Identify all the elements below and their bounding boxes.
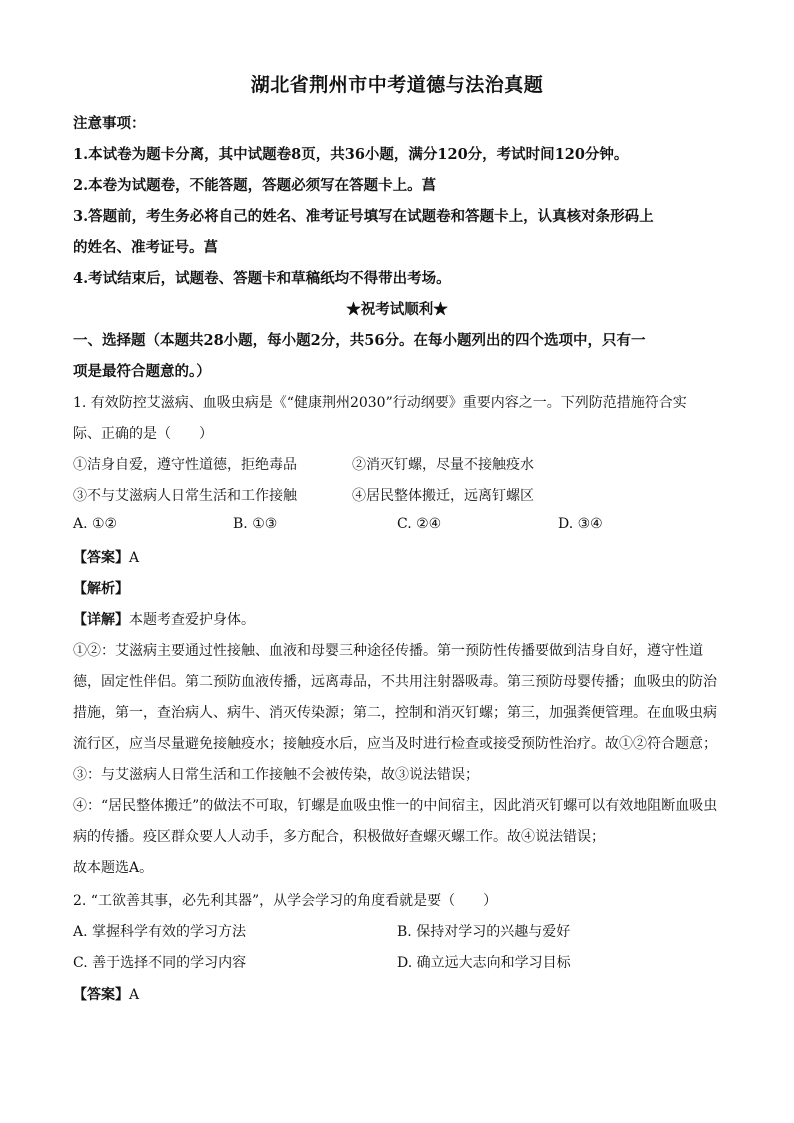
- page-title: 湖北省荆州市中考道德与法治真题: [250, 74, 544, 96]
- q1-statement-3: ③不与艾滋病人日常生活和工作接触: [73, 488, 297, 504]
- q1-explanation-line: 德，固定性伴侣。第二预防血液传播，远离毒品，不共用注射器吸毒。第三预防母婴传播；血吸虫的防治: [73, 674, 717, 690]
- q2-stem: 2. “工欲善其事，必先利其器”，从学会学习的角度看就是要（ ）: [73, 893, 498, 909]
- q1-option-b: B. ①③: [233, 516, 278, 532]
- q1-explanation-line: ④：“居民整体搬迁”的做法不可取，钉螺是血吸虫惟一的中间宿主，因此消灭钉螺可以有效地阻断血吸虫: [73, 798, 718, 814]
- q1-answer-value: A: [129, 550, 140, 566]
- q2-answer: [73, 984, 139, 1004]
- notice-item-3: 3.答题前，考生务必将自己的姓名、准考证号填写在试题卷和答题卡上，认真核对条形码上: [73, 208, 654, 225]
- q1-option-d: D. ③④: [558, 516, 603, 532]
- q1-explanation-line: 流行区，应当尽量避免接触疫水；接触疫水后，应当及时进行检查或接受预防性治疗。故①②符合题意；: [73, 736, 717, 752]
- section-heading-cont: 项是最符合题意的。）: [73, 363, 211, 380]
- section-heading: 一、选择题（本题共28小题，每小题2分，共56分。在每小题列出的四个选项中，只有一: [73, 332, 646, 349]
- q1-statement-1: ①洁身自爱，遵守性道德，拒绝毒品: [73, 457, 297, 473]
- q1-detail-text: 本题考查爱护身体。: [129, 612, 255, 628]
- q1-stem: 1. 有效防控艾滋病、血吸虫病是《“健康荆州2030”行动纲要》重要内容之一。下列防范措施符合实: [73, 395, 687, 411]
- q1-detail-label: 【详解】: [73, 612, 129, 628]
- q2-answer-label: 【答案】: [73, 987, 129, 1003]
- notice-item-1: 1.本试卷为题卡分离，其中试题卷8页，共36小题，满分120分，考试时间120分钟。: [73, 146, 629, 163]
- q1-explanation-line: 措施，第一，查治病人、病牛、消灭传染源；第二，控制和消灭钉螺；第三，加强粪便管理。在血吸虫病: [73, 705, 717, 721]
- q1-explanation-line: ①②：艾滋病主要通过性接触、血液和母婴三种途径传播。第一预防性传播要做到洁身自好，遵守性道: [73, 643, 703, 659]
- q2-option-b: B. 保持对学习的兴趣与爱好: [397, 924, 571, 940]
- q1-explanation-line: 病的传播。疫区群众要人人动手，多方配合，积极做好查螺灭螺工作。故④说法错误；: [73, 829, 605, 845]
- q1-option-c: C. ②④: [397, 516, 442, 532]
- notice-heading: 注意事项：: [73, 115, 146, 132]
- q2-option-d: D. 确立远大志向和学习目标: [397, 955, 571, 971]
- notice-item-3-cont: 的姓名、准考证号。菖: [73, 239, 218, 256]
- q2-option-c: C. 善于选择不同的学习内容: [73, 955, 247, 971]
- notice-item-2: 2.本卷为试题卷，不能答题，答题必须写在答题卡上。菖: [73, 177, 437, 194]
- q1-answer: [73, 547, 139, 567]
- good-luck-banner: ★祝考试顺利★: [346, 301, 448, 318]
- q1-analysis-label: 【解析】: [73, 581, 129, 597]
- q1-stem-cont: 际、正确的是（ ）: [73, 426, 213, 442]
- q1-option-a: A. ①②: [73, 516, 118, 532]
- q1-detail: [73, 609, 255, 629]
- q2-answer-value: A: [129, 987, 140, 1003]
- q1-analysis: [73, 578, 129, 598]
- q1-statement-4: ④居民整体搬迁，远离钉螺区: [352, 488, 534, 504]
- q1-statement-2: ②消灭钉螺，尽量不接触疫水: [352, 457, 534, 473]
- q1-answer-label: 【答案】: [73, 550, 129, 566]
- notice-item-4: 4.考试结束后，试题卷、答题卡和草稿纸均不得带出考场。: [73, 270, 451, 287]
- q1-conclusion: 故本题选A。: [73, 860, 154, 876]
- q1-explanation-line: ③：与艾滋病人日常生活和工作接触不会被传染，故③说法错误；: [73, 767, 479, 783]
- q2-option-a: A. 掌握科学有效的学习方法: [73, 924, 247, 940]
